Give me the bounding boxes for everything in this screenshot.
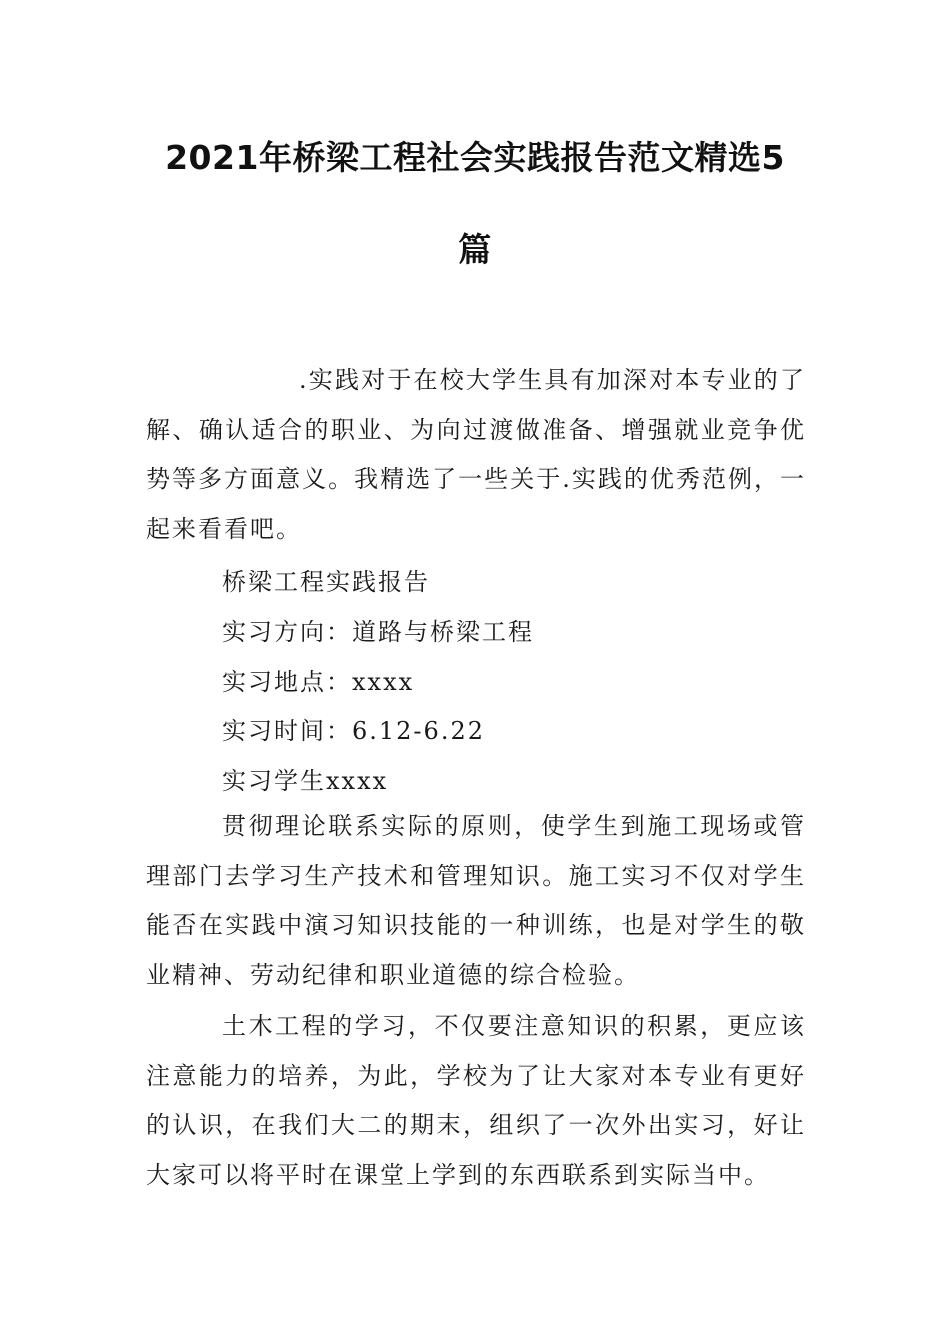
document-title-line2: 篇 xyxy=(458,230,492,269)
internship-time: 实习时间：6.12-6.22 xyxy=(222,717,485,745)
internship-student: 实习学生xxxx xyxy=(222,767,389,795)
body-paragraph-2: 土木工程的学习，不仅要注意知识的积累，更应该注意能力的培养，为此，学校为了让大家对本专业有更好的认识，在我们大二的期末，组织了一次外出实习，好让大家可以将平时在课堂上学到的东西联系到实际当中。 xyxy=(146,1012,806,1189)
report-heading: 桥梁工程实践报告 xyxy=(222,568,430,596)
internship-direction: 实习方向：道路与桥梁工程 xyxy=(222,618,534,646)
body-paragraph-1: 贯彻理论联系实际的原则，使学生到施工现场或管理部门去学习生产技术和管理知识。施工实习不仅对学生能否在实践中演习知识技能的一种训练，也是对学生的敬业精神、劳动纪律和职业道德的综合检验。 xyxy=(146,812,806,989)
document-title-line1: 2021年桥梁工程社会实践报告范文精选5 xyxy=(165,138,785,177)
internship-location: 实习地点：xxxx xyxy=(222,668,415,696)
intro-paragraph: .实践对于在校大学生具有加深对本专业的了解、确认适合的职业、为向过渡做准备、增强就业竞争优势等多方面意义。我精选了一些关于.实践的优秀范例，一起来看看吧。 xyxy=(146,366,806,543)
